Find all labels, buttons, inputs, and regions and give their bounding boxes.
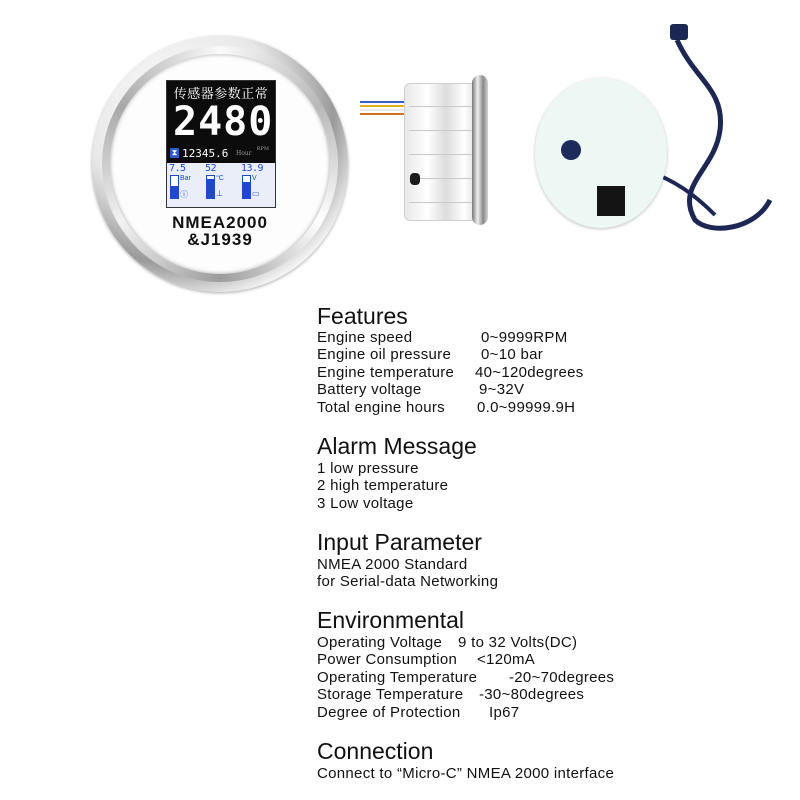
connection-line: Connect to “Micro-C” NMEA 2000 interface <box>317 765 615 782</box>
temperature-bar <box>203 163 237 207</box>
bar-frame <box>170 175 179 199</box>
feature-value: 9~32V <box>479 381 525 398</box>
feature-label: Engine oil pressure <box>317 346 452 363</box>
gauge-side-photo <box>360 75 500 225</box>
lcd-display <box>166 80 276 208</box>
back-button <box>561 140 581 160</box>
wire-blue <box>360 101 410 103</box>
voltage-unit: V <box>252 175 257 182</box>
env-value: -30~80degrees <box>479 686 585 703</box>
feature-value: 0.0~99999.9H <box>477 399 576 416</box>
env-value: -20~70degrees <box>509 669 615 686</box>
alarm-line: 1 low pressure <box>317 460 419 477</box>
back-wire-socket <box>597 186 625 216</box>
cable-line <box>677 40 770 228</box>
feature-value: 0~10 bar <box>481 346 544 363</box>
input-line: for Serial-data Networking <box>317 573 499 590</box>
lcd-status-text: 传感器参数正常 <box>173 87 269 102</box>
lcd-hours-row <box>170 147 271 161</box>
back-cover <box>535 78 667 228</box>
wire-white <box>360 109 410 111</box>
lcd-rpm-readout: 2480 <box>173 99 274 145</box>
hourglass-icon: ⧗ <box>171 148 178 157</box>
housing-rib <box>409 130 475 131</box>
feature-value: 0~9999RPM <box>481 329 568 346</box>
env-value: 9 to 32 Volts(DC) <box>458 634 578 651</box>
environmental-title: Environmental <box>317 607 465 633</box>
wire-orange <box>360 113 410 115</box>
side-button <box>410 173 420 185</box>
feature-label: Engine temperature <box>317 364 455 381</box>
oil-pressure-unit: Bar <box>180 175 191 182</box>
env-label: Operating Temperature <box>317 669 478 686</box>
oil-can-icon: ⓘ <box>180 190 188 199</box>
housing-rib <box>409 154 475 155</box>
lcd-hours-readout: 12345.6 <box>182 147 229 160</box>
gauge-brand-label <box>92 214 348 248</box>
env-label: Degree of Protection <box>317 704 461 721</box>
feature-label: Total engine hours <box>317 399 445 416</box>
env-label: Storage Temperature <box>317 686 464 703</box>
input-line: NMEA 2000 Standard <box>317 556 468 573</box>
alarm-title: Alarm Message <box>317 433 477 459</box>
env-label: Operating Voltage <box>317 634 443 651</box>
wire-yellow <box>360 105 410 107</box>
lcd-rpm-unit: RPM <box>256 146 269 152</box>
gauge-housing <box>404 83 480 221</box>
micro-c-connector <box>670 24 688 40</box>
housing-rib <box>409 202 475 203</box>
connection-title: Connection <box>317 738 434 764</box>
bar-fill <box>207 179 214 198</box>
env-value: Ip67 <box>489 704 520 721</box>
side-chrome-bezel <box>472 75 488 225</box>
feature-value: 40~120degrees <box>475 364 584 381</box>
input-title: Input Parameter <box>317 529 482 555</box>
housing-rib <box>409 106 475 107</box>
bar-fill <box>171 186 178 198</box>
gauge-front-photo <box>92 36 348 292</box>
feature-label: Engine speed <box>317 329 413 346</box>
lcd-bar-panel <box>167 163 275 207</box>
oil-pressure-value: 7.5 <box>169 163 186 174</box>
brand-line-2: &J1939 <box>187 230 253 249</box>
alarm-line: 2 high temperature <box>317 477 449 494</box>
lcd-hours-unit: Hour <box>236 150 252 157</box>
bar-frame <box>206 175 215 199</box>
bar-frame <box>242 175 251 199</box>
feature-label: Battery voltage <box>317 381 422 398</box>
env-label: Power Consumption <box>317 651 458 668</box>
brand-line-1: NMEA2000 <box>172 213 268 232</box>
temperature-value: 52 <box>205 163 217 174</box>
features-title: Features <box>317 303 408 329</box>
thermometer-icon: ⊥ <box>216 189 223 198</box>
oil-pressure-bar <box>167 163 201 207</box>
battery-icon: ▭ <box>252 189 260 198</box>
alarm-line: 3 Low voltage <box>317 495 414 512</box>
voltage-bar <box>239 163 273 207</box>
voltage-value: 13.9 <box>241 163 264 174</box>
gauge-back-photo <box>525 20 800 250</box>
env-value: <120mA <box>477 651 536 668</box>
bar-fill <box>243 182 250 199</box>
temperature-unit: °C <box>216 175 224 182</box>
